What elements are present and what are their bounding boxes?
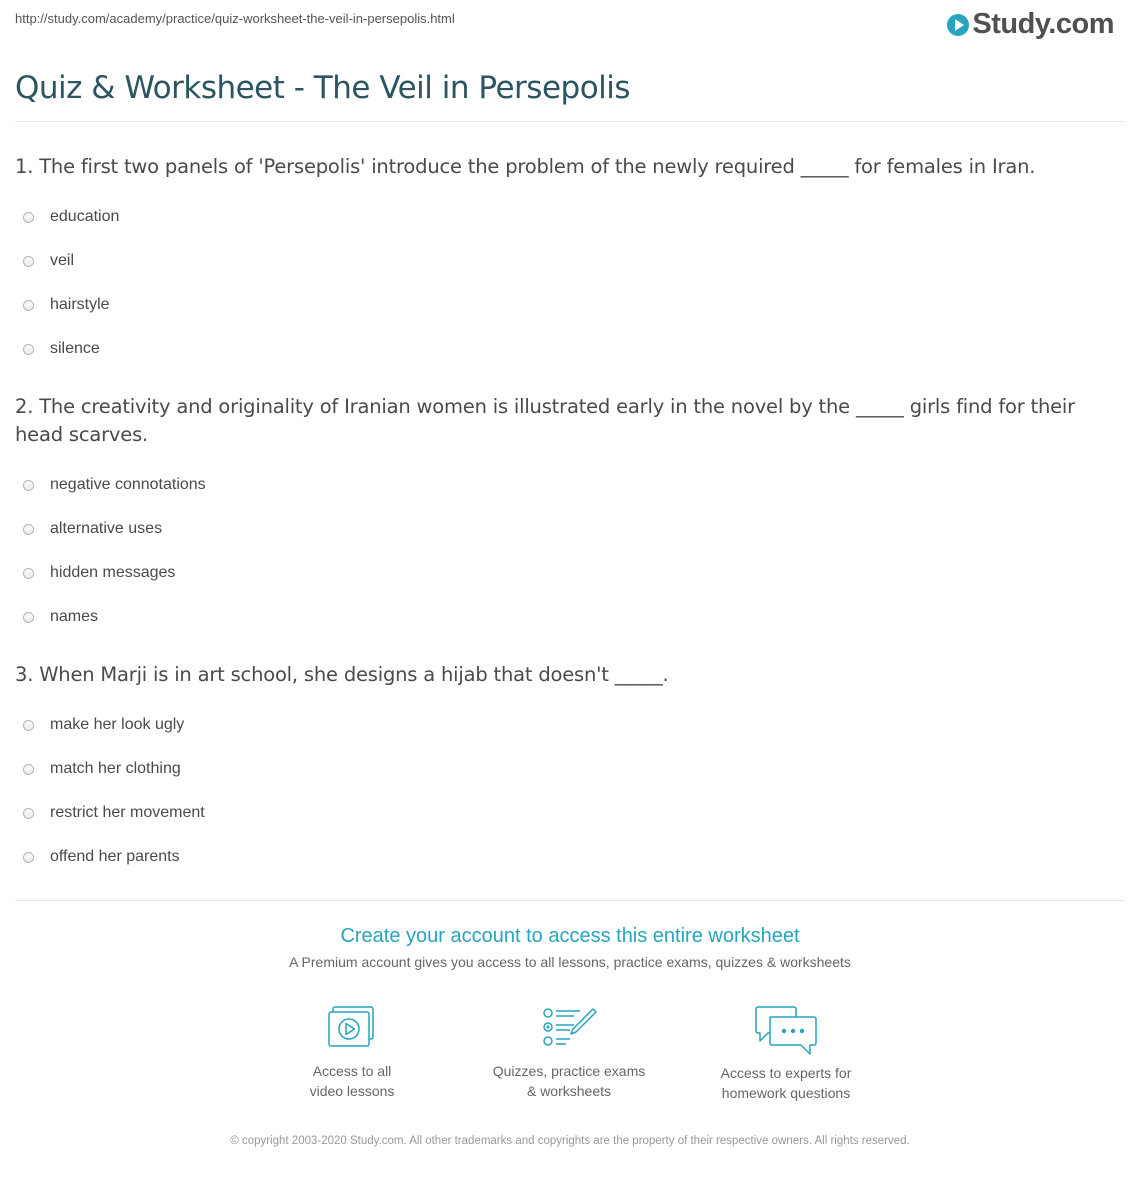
question-2 [15, 393, 1110, 639]
option-label: negative connotations [50, 476, 206, 493]
radio-button[interactable] [23, 300, 34, 311]
answer-option[interactable] [15, 195, 1110, 239]
radio-button[interactable] [23, 764, 34, 775]
feature-video-lessons [262, 1005, 442, 1101]
option-label: restrict her movement [50, 804, 205, 821]
question-text: 1. The first two panels of 'Persepolis' introduce the problem of the newly required _____ for females in Iran. [15, 155, 1036, 178]
option-label: hairstyle [50, 296, 110, 313]
study-logo[interactable] [947, 8, 1114, 41]
option-label: offend her parents [50, 848, 180, 865]
answer-option[interactable] [15, 239, 1110, 283]
answer-option[interactable] [15, 507, 1110, 551]
feature-quizzes [479, 1005, 659, 1101]
radio-button[interactable] [23, 852, 34, 863]
video-lessons-icon [326, 1005, 378, 1049]
option-label: alternative uses [50, 520, 163, 537]
radio-button[interactable] [23, 720, 34, 731]
copyright-notice: © copyright 2003-2020 Study.com. All other trademarks and copyrights are the property of their respective owners. All rights reserved. [230, 1135, 910, 1147]
answer-option[interactable] [15, 835, 1110, 879]
answer-option[interactable] [15, 551, 1110, 595]
question-text: 3. When Marji is in art school, she designs a hijab that doesn't _____. [15, 663, 669, 686]
answer-option[interactable] [15, 463, 1110, 507]
radio-button[interactable] [23, 568, 34, 579]
question-3 [15, 661, 1110, 879]
radio-button[interactable] [23, 256, 34, 267]
question-1 [15, 153, 1110, 371]
radio-button[interactable] [23, 808, 34, 819]
answer-option[interactable] [15, 595, 1110, 639]
answer-option[interactable] [15, 791, 1110, 835]
page-url: http://study.com/academy/practice/quiz-worksheet-the-veil-in-persepolis.html [15, 11, 455, 26]
divider [15, 900, 1125, 901]
question-text: 2. The creativity and originality of Iranian women is illustrated early in the novel by the _____ girls find for their head scarves. [15, 395, 1075, 446]
divider [15, 121, 1125, 122]
option-label: silence [50, 340, 100, 357]
radio-button[interactable] [23, 344, 34, 355]
feature-label: Access to all video lessons [309, 1063, 395, 1099]
answer-option[interactable] [15, 327, 1110, 371]
logo-text: Study.com [972, 8, 1114, 40]
answer-options [15, 703, 1110, 879]
option-label: names [50, 608, 99, 625]
radio-button[interactable] [23, 212, 34, 223]
play-logo-icon [947, 14, 969, 36]
option-label: make her look ugly [50, 716, 185, 733]
radio-button[interactable] [23, 524, 34, 535]
option-label: veil [50, 252, 75, 269]
page-title: Quiz & Worksheet - The Veil in Persepolis [15, 70, 631, 106]
answer-option[interactable] [15, 283, 1110, 327]
chat-bubbles-icon [754, 1005, 818, 1057]
feature-label: Access to experts for homework questions [720, 1065, 852, 1101]
radio-button[interactable] [23, 480, 34, 491]
answer-options [15, 463, 1110, 639]
answer-option[interactable] [15, 703, 1110, 747]
cta-title-link[interactable]: Create your account to access this entire worksheet [340, 925, 800, 947]
option-label: match her clothing [50, 760, 181, 777]
quiz-checklist-icon [540, 1005, 598, 1049]
answer-option[interactable] [15, 747, 1110, 791]
feature-experts [696, 1005, 876, 1103]
cta-subtitle: A Premium account gives you access to all lessons, practice exams, quizzes & worksheets [289, 954, 851, 970]
option-label: hidden messages [50, 564, 176, 581]
radio-button[interactable] [23, 612, 34, 623]
answer-options [15, 195, 1110, 371]
feature-label: Quizzes, practice exams & worksheets [492, 1063, 646, 1099]
option-label: education [50, 208, 120, 225]
